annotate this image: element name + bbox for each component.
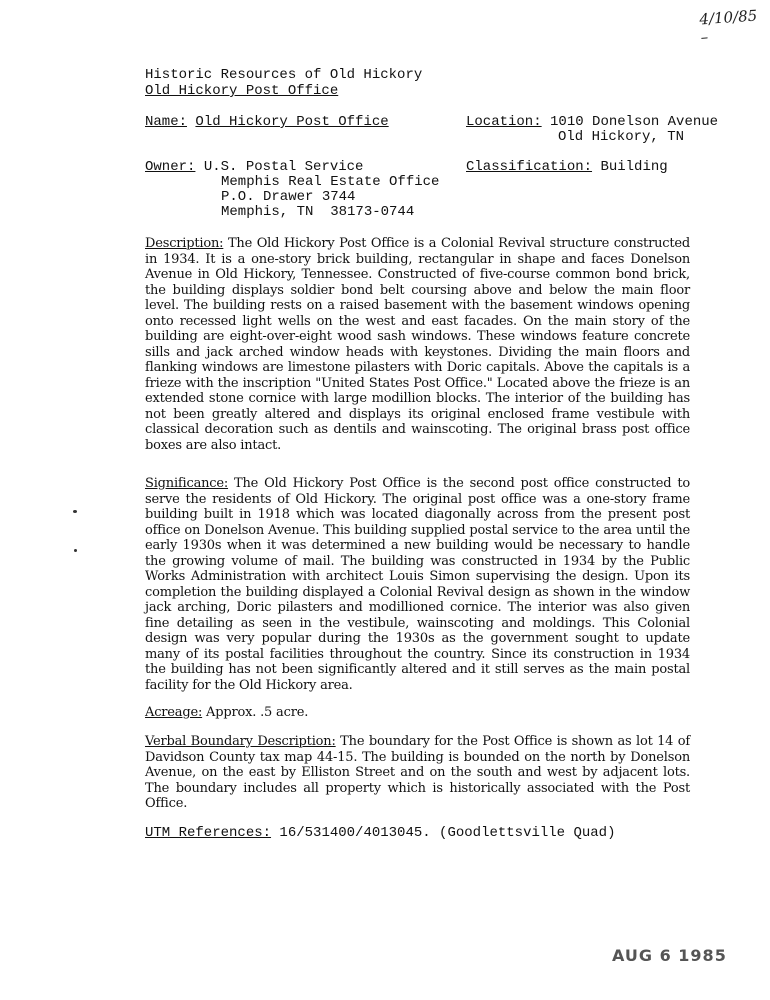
- name-value: Old Hickory Post Office: [195, 114, 389, 130]
- boundary-label: Verbal Boundary Description:: [145, 734, 336, 749]
- significance-paragraph: [145, 476, 690, 693]
- acreage-label: Acreage:: [145, 705, 203, 720]
- owner-line-2: Memphis Real Estate Office: [221, 174, 440, 190]
- received-date-stamp: AUG 6 1985: [612, 946, 727, 965]
- significance-label: Significance:: [145, 476, 229, 491]
- acreage-text: Approx. .5 acre.: [202, 705, 309, 720]
- classification-label: Classification:: [466, 159, 593, 175]
- name-label: Name:: [145, 114, 188, 130]
- location-label: Location:: [466, 114, 542, 130]
- owner-line-4: Memphis, TN 38173-0744: [221, 204, 415, 220]
- scan-speck: [73, 510, 77, 513]
- location-line-1: 1010 Donelson Avenue: [550, 114, 719, 130]
- utm-label: UTM References:: [145, 825, 272, 841]
- header-line-2: Old Hickory Post Office: [145, 83, 339, 99]
- name-field: [145, 115, 389, 130]
- boundary-text: The boundary for the Post Office is shown as lot 14 of Davidson County tax map 44-15. The building is bounded on the north by Donelson Avenue, on the east by Elliston Street and on the south and west by adjacent lots. The boundary includes all property which is historically associated with the Post Office.: [145, 734, 691, 811]
- handwritten-date: 4/10/85 –: [698, 6, 758, 47]
- boundary-paragraph: [145, 734, 690, 812]
- description-text: The Old Hickory Post Office is a Colonial Revival structure constructed in 1934. It is a one-story brick building, rectangular in shape and faces Donelson Avenue in Old Hickory, Tennessee. Constructed of five-course common bond brick, the building displays soldier bond belt coursing above and below the main floor level. The building rests on a raised basement with the basement windows opening onto recessed light wells on the west and east facades. On the main story of the building are eight-over-eight wood sash windows. These windows feature concrete sills and jack arched window heads with keystones. Dividing the main floors and flanking windows are limestone pilasters with Doric capitals. Above the capitals is a frieze with the inscription "United States Post Office." Located above the frieze is an extended stone cornice with large modillion blocks. The interior of the building has not been greatly altered and displays its original enclosed frame vestibule with classical decoration such as dentils and wainscoting. The original brass post office boxes are also intact.: [145, 236, 690, 453]
- owner-field: [145, 160, 363, 175]
- significance-text: The Old Hickory Post Office is the second post office constructed to serve the residents of Old Hickory. The original post office was a one-story frame building built in 1918 which was located diagonally across from the present post office on Donelson Avenue. This building supplied postal service to the area until the early 1930s when it was determined a new building would be necessary to handle the growing volume of mail. The building was constructed in 1934 by the Public Works Administration with architect Louis Simon supervising the design. Upon its completion the building displayed a Colonial Revival design as shown in the window jack arching, Doric pilasters and modillioned cornice. The interior was also given fine detailing as seen in the vestibule, wainscoting and moldings. This Colonial design was very popular during the 1930s as the government sought to update many of its postal facilities throughout the country. Since its construction in 1934 the building has not been significantly altered and it still serves as the main postal facility for the Old Hickory area.: [145, 476, 690, 693]
- classification-value: Building: [600, 159, 668, 175]
- owner-label: Owner:: [145, 159, 196, 175]
- utm-field: [145, 826, 616, 841]
- utm-text: 16/531400/4013045. (Goodlettsville Quad): [271, 825, 616, 841]
- location-line-2: Old Hickory, TN: [558, 129, 685, 145]
- description-label: Description:: [145, 236, 224, 251]
- owner-line-3: P.O. Drawer 3744: [221, 189, 356, 205]
- description-paragraph: [145, 236, 690, 453]
- location-field: [466, 115, 718, 130]
- header-line-1: Historic Resources of Old Hickory: [145, 67, 423, 83]
- owner-line-1: U.S. Postal Service: [203, 159, 364, 175]
- scan-speck: [74, 549, 77, 552]
- acreage-paragraph: [145, 705, 690, 721]
- classification-field: [466, 160, 668, 175]
